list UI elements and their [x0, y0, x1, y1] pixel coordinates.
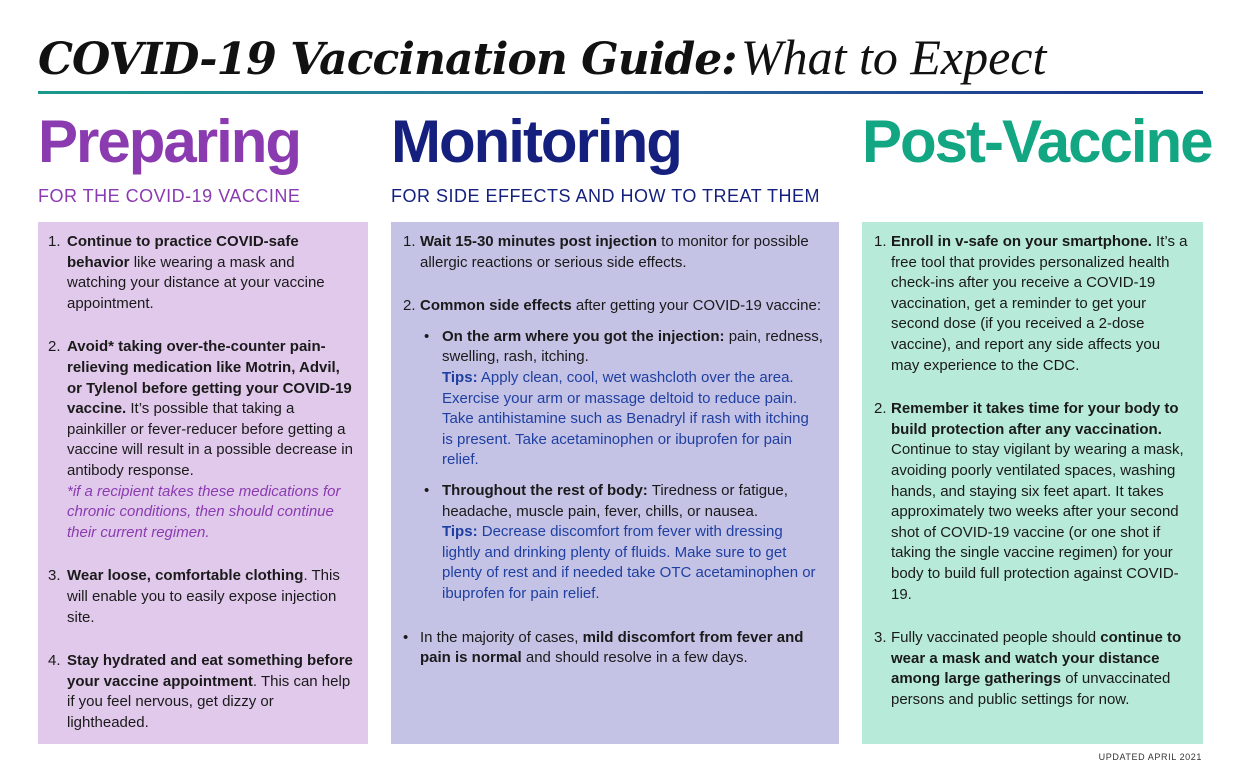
updated-date: UPDATED APRIL 2021 — [1098, 752, 1202, 762]
item-text: It’s possible that taking a painkiller or fever-reducer before getting a vaccine will result in a possible decrease in antibody response. — [67, 400, 353, 479]
preparing-list — [38, 232, 356, 733]
item-text: Fully vaccinated people should — [891, 629, 1101, 647]
subheading-preparing: FOR THE COVID-19 VACCINE — [38, 186, 301, 206]
item-number: 2. — [874, 400, 887, 418]
side-effects-list — [391, 327, 823, 605]
item-number: 3. — [874, 629, 887, 647]
item-text: of unvaccinated persons and public settings for now. — [891, 670, 1171, 708]
item-number: 4. — [48, 652, 61, 670]
item-bold-text: Common side effects — [420, 297, 572, 315]
item-text: It’s a free tool that provides personalized health check-ins after you receive a COVID-19 vaccination, get a reminder to get your second dose (if you received a 2-dose vaccine), and report any side affects you may experience to the CDC. — [891, 233, 1188, 374]
item-text: Tiredness or fatigue, headache, muscle pain, fever, chills, or nausea. — [442, 481, 788, 520]
item-bold-text: On the arm where you got the injection: — [442, 327, 725, 345]
item-number: 3. — [48, 567, 61, 585]
item-bold-text: Stay hydrated and eat something before your vaccine appointment — [67, 652, 353, 690]
tips-label: Tips: — [442, 523, 478, 541]
item-text: . This will enable you to easily expose injection site. — [67, 567, 340, 626]
list-item — [391, 296, 823, 317]
list-item — [862, 232, 1189, 376]
medication-note: *if a recipient takes these medications for chronic conditions, then should continue their current regimen. — [67, 482, 341, 541]
panel-post-vaccine — [862, 222, 1203, 744]
tips-label: Tips: — [442, 368, 478, 386]
monitoring-list — [391, 232, 823, 317]
item-text: Continue to stay vigilant by wearing a mask, avoiding poorly ventilated spaces, washing hands, and staying six feet apart. It takes approximately two weeks after your second shot of COVID-19 vaccine (or one shot if taking the single vaccine regimen) for your body to build full protection against COVID-19. — [891, 441, 1184, 603]
item-text: to monitor for possible allergic reactions or serious side effects. — [420, 233, 809, 271]
tips-body: Apply clean, cool, wet washcloth over the area. Exercise your arm or massage deltoid to reduce pain. Take antihistamine such as Benadryl if rash with itching is present. Take acetaminophen or ibuprofen for pain relief. — [442, 368, 809, 469]
subheading-monitoring: FOR SIDE EFFECTS AND HOW TO TREAT THEM — [391, 186, 821, 206]
item-text: like wearing a mask and watching your distance at your vaccine appointment. — [67, 253, 325, 312]
list-item — [862, 399, 1189, 605]
heading-post-vaccine: Post-Vaccine — [862, 108, 1212, 175]
list-item — [862, 628, 1189, 710]
item-number: 1. — [874, 233, 887, 250]
bullet: • — [424, 481, 430, 499]
tips-text — [442, 368, 823, 471]
item-bold-text: Avoid* taking over-the-counter pain-relieving medication like Motrin, Advil, or Tylenol before getting your COVID-19 vaccine. — [67, 338, 352, 418]
item-bold-text: Enroll in v-safe on your smartphone. — [891, 233, 1152, 250]
list-item — [391, 327, 823, 471]
list-item — [38, 337, 356, 543]
item-bold-text: Wear loose, comfortable clothing — [67, 567, 304, 585]
item-text: In the majority of cases, — [420, 628, 583, 646]
item-bold-text: Remember it takes time for your body to build protection after any vaccination. — [891, 400, 1179, 438]
title-light: What to Expect — [740, 29, 1047, 85]
item-number: 2. — [403, 297, 416, 315]
title-bold: COVID-19 Vaccination Guide: — [38, 34, 737, 85]
item-bold-text: Throughout the rest of body: — [442, 481, 648, 499]
item-number: 1. — [403, 233, 416, 250]
tips-text — [442, 522, 823, 604]
item-text: and should resolve in a few days. — [521, 649, 748, 667]
item-bold-text: Continue to practice COVID-safe behavior — [67, 233, 299, 271]
title-divider — [38, 91, 1203, 94]
list-item — [391, 481, 823, 605]
panel-monitoring — [391, 222, 839, 744]
post-vaccine-list — [862, 232, 1189, 710]
item-text: after getting your COVID-19 vaccine: — [571, 297, 821, 315]
tips-body: Decrease discomfort from fever with dressing lightly and drinking plenty of fluids. Make sure to get plenty of rest and if needed take OTC acetaminophen or ibuprofen for pain relief. — [442, 523, 816, 602]
bullet: • — [424, 327, 430, 345]
bullet: • — [403, 628, 409, 646]
item-bold-text: Wait 15-30 minutes post injection — [420, 233, 657, 250]
heading-monitoring: Monitoring — [391, 108, 681, 175]
item-number: 1. — [48, 233, 61, 250]
list-item — [38, 566, 356, 628]
list-item — [38, 232, 356, 314]
heading-preparing: Preparing — [38, 108, 301, 175]
panel-preparing — [38, 222, 368, 744]
item-bold-text: continue to wear a mask and watch your distance among large gatherings — [891, 629, 1182, 688]
page-title — [38, 28, 1208, 90]
item-number: 2. — [48, 338, 61, 356]
item-text: . This can help if you feel nervous, get dizzy or lightheaded. — [67, 672, 351, 731]
item-bold-text: mild discomfort from fever and pain is normal — [420, 628, 804, 667]
final-note — [391, 628, 823, 669]
list-item — [38, 651, 356, 733]
list-item — [391, 232, 823, 273]
item-text: pain, redness, swelling, rash, itching. — [442, 327, 823, 366]
